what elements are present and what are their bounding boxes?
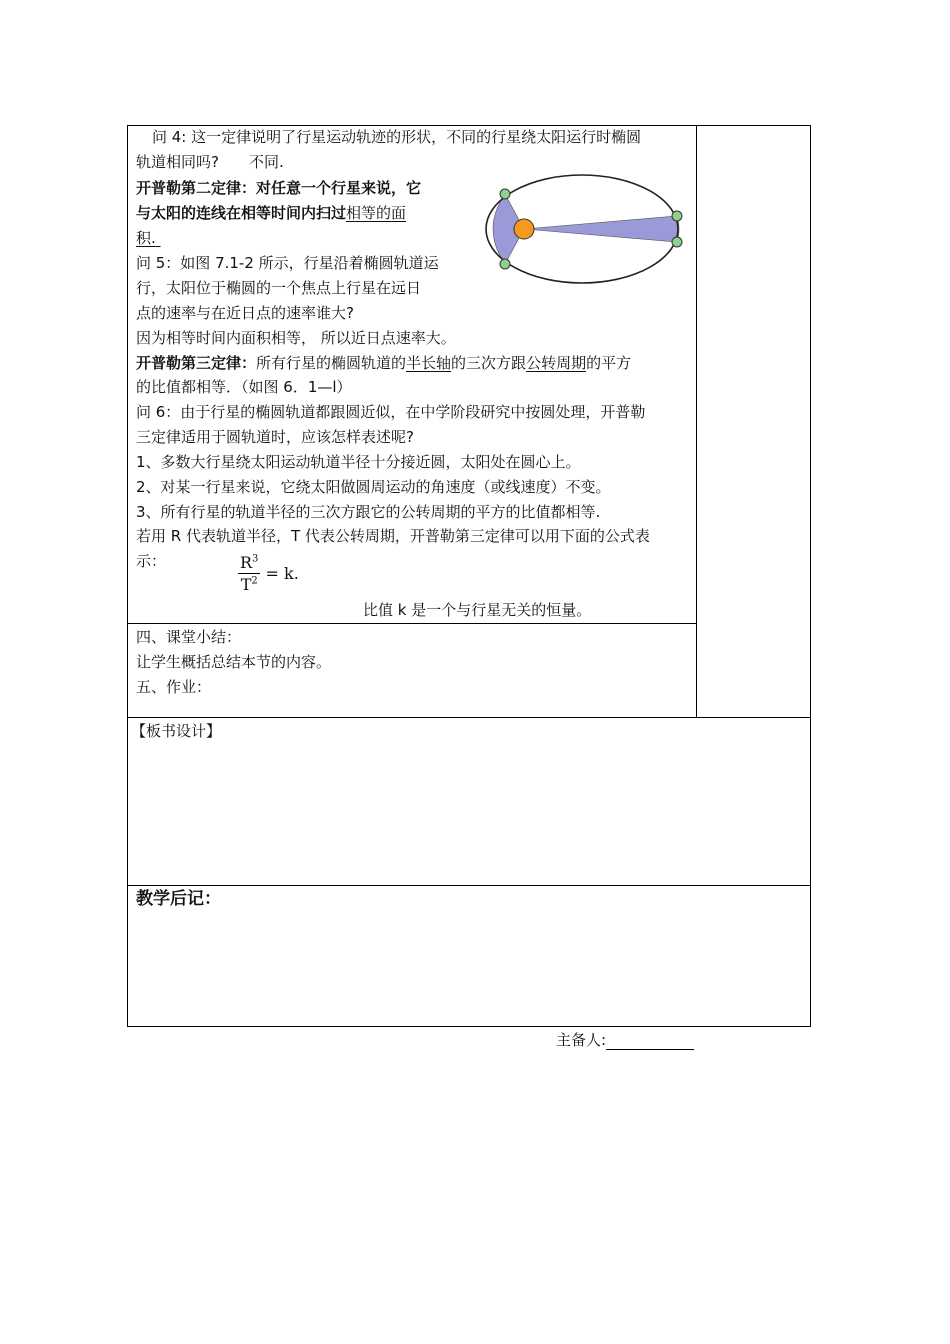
- swept-area-perihelion: [524, 216, 679, 242]
- kepler2-line3: 积.: [136, 229, 156, 247]
- kepler3-line1: 开普勒第三定律：所有行星的椭圆轨道的半长轴的三次方跟公转周期的平方: [136, 354, 632, 372]
- kepler2-line2: 与太阳的连线在相等时间内扫过相等的面: [136, 204, 407, 222]
- table-top-border: [127, 125, 811, 126]
- planet-icon: [500, 259, 510, 269]
- q5-line3: 点的速率与在近日点的速率谁大?: [136, 304, 354, 322]
- row-divider-reflection: [127, 885, 811, 886]
- planet-icon: [500, 189, 510, 199]
- table-right-border: [810, 125, 811, 1026]
- board-heading: 【板书设计】: [131, 722, 222, 740]
- kepler2-title: 开普勒第二定律：: [136, 179, 257, 197]
- row-divider-board: [127, 717, 811, 718]
- signature-line: [606, 1033, 694, 1050]
- summary-heading: 四、课堂小结：: [136, 628, 242, 646]
- q6-line1: 问 6：由于行星的椭圆轨道都跟圆近似，在中学阶段研究中按圆处理，开普勒: [136, 403, 646, 421]
- q6-formula-intro: 若用 R 代表轨道半径，T 代表公转周期，开普勒第三定律可以用下面的公式表: [136, 527, 650, 545]
- q6-item3: 3、所有行星的轨道半径的三次方跟它的公转周期的平方的比值都相等.: [136, 503, 601, 521]
- q5-line2: 行，太阳位于椭圆的一个焦点上行星在远日: [136, 279, 422, 297]
- kepler3-formula: $\frac{R^3}{T^2}$ = k.: [240, 553, 299, 594]
- table-left-border: [127, 125, 128, 1026]
- column-divider: [696, 125, 697, 717]
- preparer-signature: 主备人:: [556, 1030, 694, 1050]
- q6-line2: 三定律适用于圆轨道时，应该怎样表述呢?: [136, 428, 414, 446]
- k-constant-note: 比值 k 是一个与行星无关的恒量。: [363, 601, 592, 619]
- q6-item2: 2、对某一行星来说，它绕太阳做圆周运动的角速度（或线速度）不变。: [136, 478, 611, 496]
- q5-answer: 因为相等时间内面积相等， 所以近日点速率大。: [136, 329, 456, 347]
- kepler2-line1: 开普勒第二定律：对任意一个行星来说，它: [136, 179, 422, 197]
- q4-answer: 不同.: [248, 153, 284, 171]
- kepler3-line2: 的比值都相等．（如图 6．1—l）: [136, 378, 352, 396]
- row-divider-summary: [127, 623, 696, 624]
- table-bottom-border: [127, 1026, 811, 1027]
- q4-question-cont: 轨道相同吗? 不同.: [136, 153, 284, 171]
- planet-icon: [672, 211, 682, 221]
- planet-icon: [672, 237, 682, 247]
- q4-question: 问 4: 这一定律说明了行星运动轨迹的形状，不同的行星绕太阳运行时椭圆: [152, 128, 642, 146]
- kepler3-title: 开普勒第三定律：: [136, 354, 257, 372]
- q6-item1: 1、多数大行星绕太阳运动轨道半径十分接近圆，太阳处在圆心上。: [136, 453, 581, 471]
- q5-line1: 问 5：如图 7.1-2 所示，行星沿着椭圆轨道运: [136, 254, 439, 272]
- summary-text: 让学生概括总结本节的内容。: [136, 653, 332, 671]
- sun-icon: [514, 219, 534, 239]
- reflection-heading: 教学后记：: [136, 889, 221, 909]
- orbit-diagram: [480, 170, 690, 290]
- homework-heading: 五、作业：: [136, 678, 212, 696]
- q6-formula-intro2: 示：: [136, 552, 167, 570]
